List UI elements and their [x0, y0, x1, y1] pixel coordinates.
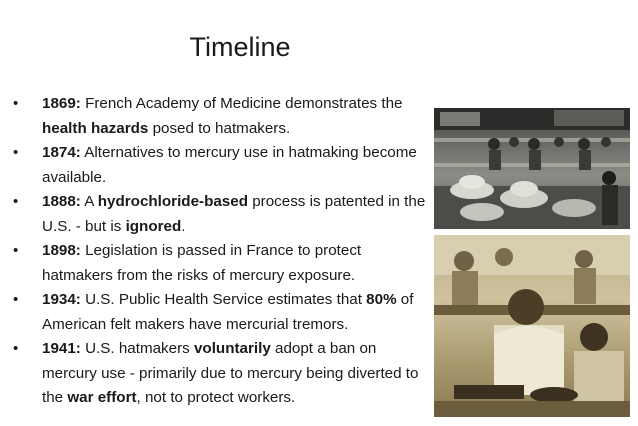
timeline-item — [0, 190, 430, 239]
timeline-year: 1874: — [42, 144, 81, 161]
emphasis-text: voluntarily — [193, 340, 271, 357]
body-text: A — [80, 193, 98, 210]
emphasis-text: hydrochloride-based — [97, 193, 248, 210]
factory-photo-top — [434, 108, 630, 229]
body-text: Alternatives to mercury use in hatmaking become available. — [42, 144, 417, 186]
timeline-item — [0, 337, 430, 411]
body-text: , not to protect workers. — [136, 389, 296, 406]
timeline-year: 1934: — [42, 291, 81, 308]
body-text: process is patented in the U.S. - but is — [42, 193, 426, 235]
timeline-list — [0, 92, 430, 411]
timeline-item — [0, 141, 430, 190]
body-text: of American felt makers have mercurial tremors. — [42, 291, 414, 333]
timeline-year: 1888: — [42, 193, 81, 210]
emphasis-text: health hazards — [42, 119, 149, 137]
body-text: Legislation is passed in France to protect hatmakers from the risks of mercury exposure. — [42, 242, 362, 284]
timeline-year: 1869: — [42, 95, 81, 112]
timeline-item — [0, 288, 430, 337]
body-text: posed to hatmakers. — [148, 119, 291, 137]
body-text: U.S. Public Health Service estimates that — [80, 291, 367, 308]
emphasis-text: 80% — [366, 291, 397, 308]
factory-photo-bottom — [434, 235, 630, 417]
slide-title: Timeline — [189, 32, 291, 62]
body-text: adopt a ban on mercury use - primarily due to mercury being diverted to the — [42, 340, 419, 406]
timeline-year: 1941: — [42, 340, 81, 357]
emphasis-text: war effort — [67, 389, 137, 406]
timeline-item — [0, 92, 430, 141]
body-text: French Academy of Medicine demonstrates the — [80, 95, 403, 112]
timeline-item — [0, 239, 430, 288]
timeline-year: 1898: — [42, 242, 81, 259]
body-text: . — [181, 217, 186, 235]
body-text: U.S. hatmakers — [80, 340, 194, 357]
emphasis-text: ignored — [125, 217, 182, 235]
